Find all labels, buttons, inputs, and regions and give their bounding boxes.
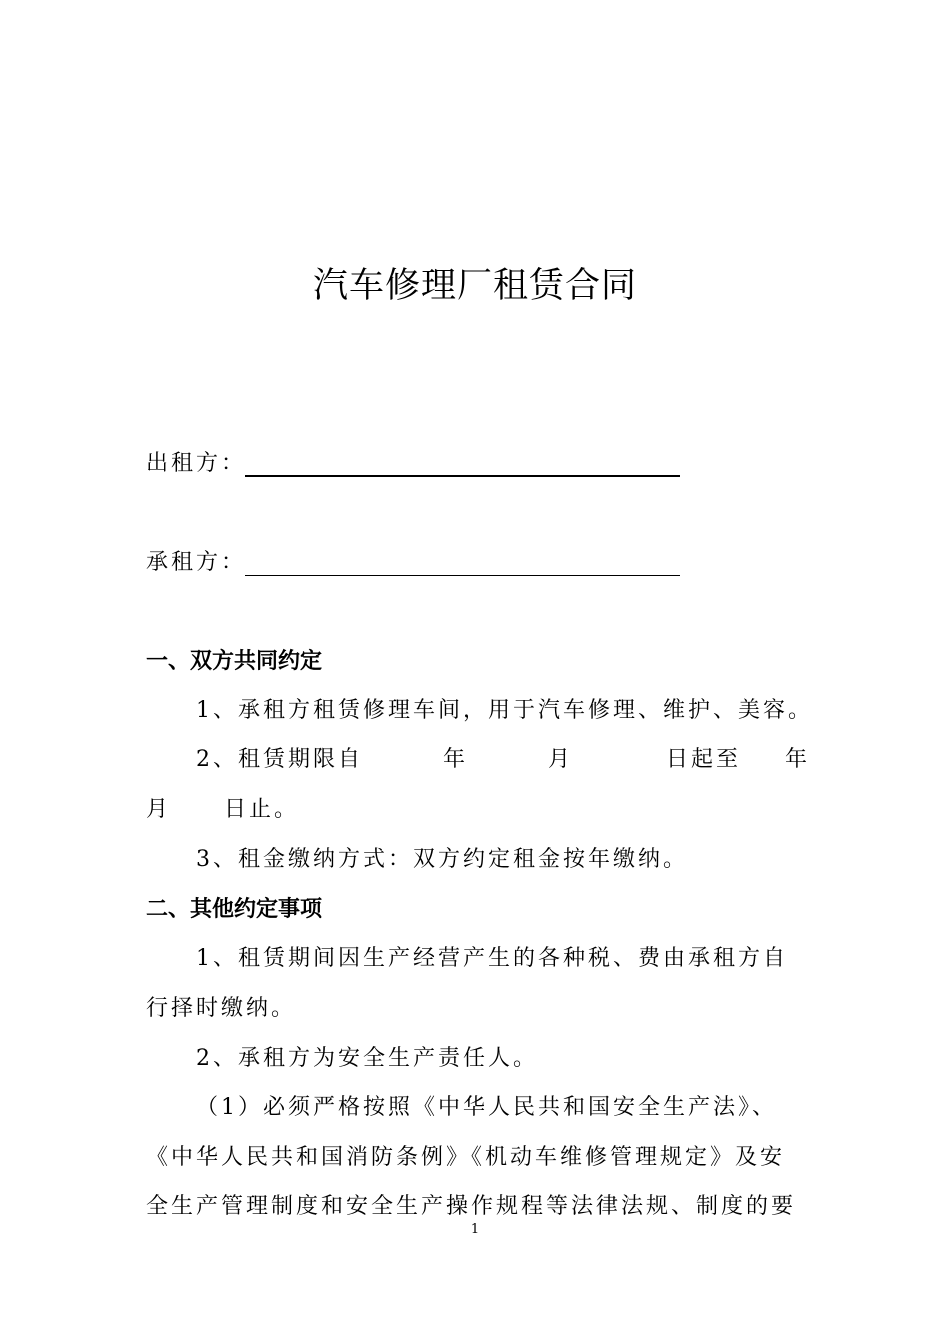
section-2-item-2: 2、承租方为安全生产责任人。 bbox=[196, 1046, 538, 1071]
page-number: 1 bbox=[470, 1222, 480, 1237]
day-end-label: 日止。 bbox=[224, 797, 300, 822]
lessor-blank-line bbox=[245, 475, 680, 477]
section-1-item-1: 1、承租方租赁修理车间，用于汽车修理、维护、美容。 bbox=[196, 698, 813, 723]
year-label-2: 年 bbox=[785, 747, 808, 772]
section-2-sub-1-line-3: 全生产管理制度和安全生产操作规程等法律法规、制度的要 bbox=[146, 1194, 797, 1219]
month-label-2: 月 bbox=[146, 797, 169, 822]
section-2-sub-1-line-1: （1）必须严格按照《中华人民共和国安全生产法》、 bbox=[196, 1095, 777, 1120]
document-title: 汽车修理厂租赁合同 bbox=[312, 266, 637, 306]
section-1-item-2-prefix: 2、租赁期限自 bbox=[196, 747, 363, 772]
section-1-heading: 一、双方共同约定 bbox=[146, 649, 323, 674]
section-2-item-1-line-2: 行择时缴纳。 bbox=[146, 996, 297, 1021]
section-1-item-3: 3、租金缴纳方式：双方约定租金按年缴纳。 bbox=[196, 847, 688, 872]
day-to-label: 日起至 bbox=[666, 747, 742, 772]
section-2-heading: 二、其他约定事项 bbox=[146, 897, 323, 922]
section-2-sub-1-line-2: 《中华人民共和国消防条例》《机动车维修管理规定》及安 bbox=[146, 1145, 786, 1170]
lessor-label: 出租方： bbox=[146, 451, 247, 476]
lessee-label: 承租方： bbox=[146, 550, 247, 575]
month-label-1: 月 bbox=[548, 747, 571, 772]
section-2-item-1-line-1: 1、租赁期间因生产经营产生的各种税、费由承租方自 bbox=[196, 946, 788, 971]
year-label-1: 年 bbox=[443, 747, 466, 772]
lessee-blank-line bbox=[245, 575, 680, 576]
